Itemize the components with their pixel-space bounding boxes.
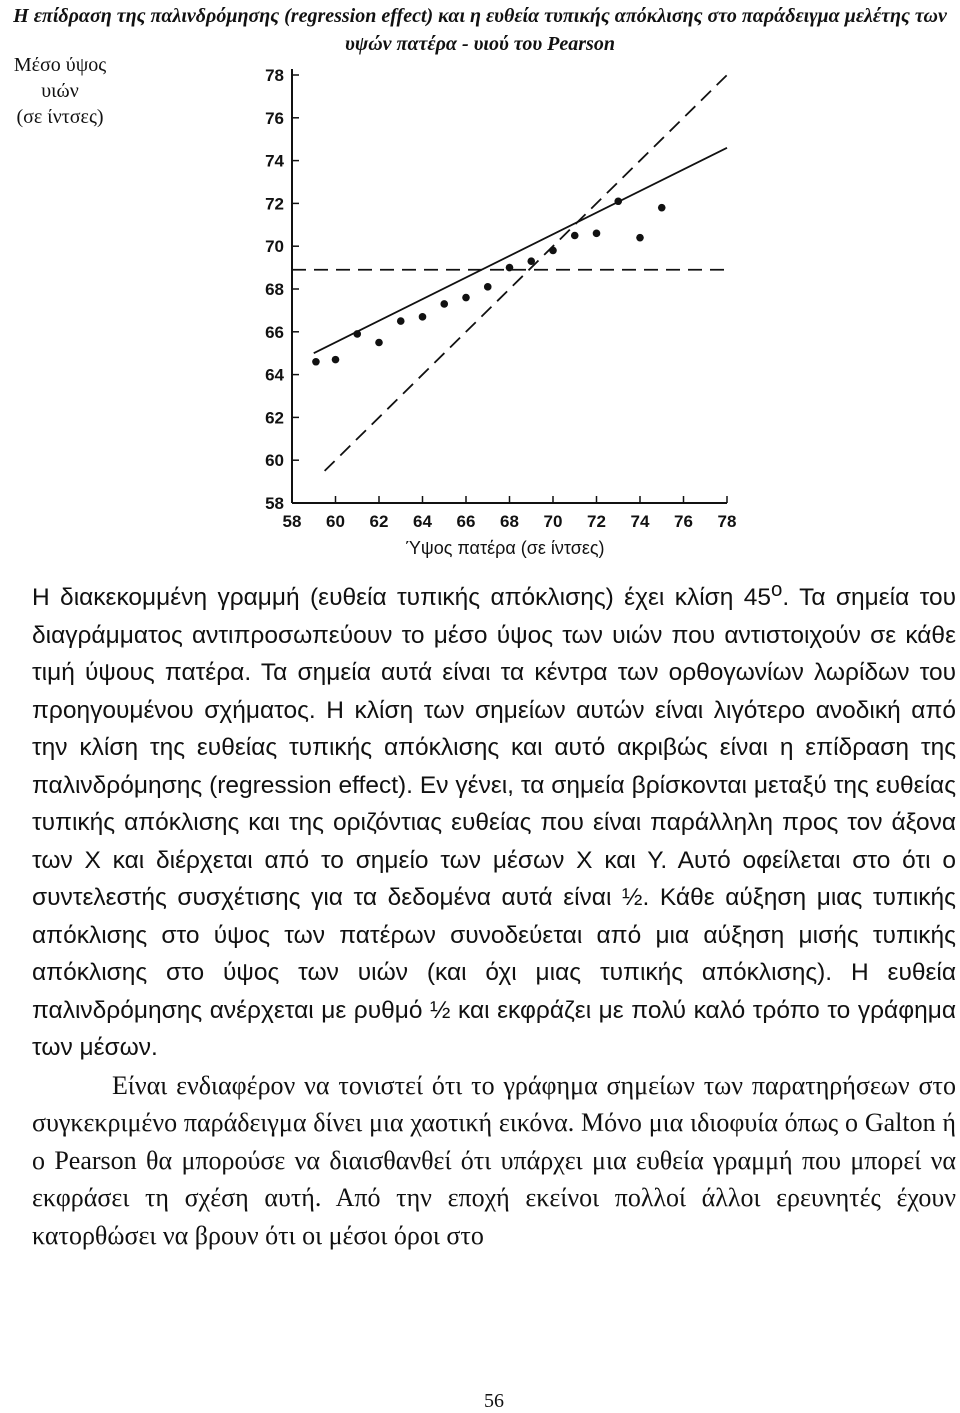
x-tick-label: 68 [500,512,519,531]
x-tick-label: 60 [326,512,345,531]
regression-line [314,148,727,353]
data-point [614,197,622,205]
x-tick-label: 76 [674,512,693,531]
data-point [353,330,361,338]
paragraph-1 [32,572,956,1067]
x-tick-label: 58 [282,512,302,531]
data-point [462,294,470,302]
x-tick-label: 64 [413,512,432,531]
y-axis-label-line: (σε ίντσες) [16,106,104,128]
paragraph-1-rest: . Τα σημεία του διαγράμματος αντιπροσωπεύουν το μέσο ύψος των υιών που αντιστοιχούν σε κάθε τιμή ύψους πατέρα. Τα σημεία αυτά είναι τα κέντρα των ορθογωνίων λωρίδων του προηγουμένου σχήματος. Η κλίση των σημείων αυτών είναι λιγότερο ανοδική από την κλίση της ευθείας τυπικής απόκλισης και αυτό ακριβώς είναι η επίδραση της παλινδρόμησης (regression effect). Εν γένει, τα σημεία βρίσκονται μεταξύ της ευθείας τυπικής απόκλισης και της οριζόντιας ευθείας που είναι παράλληλη προς τον άξονα των Χ και διέρχεται από το σημείο των μέσων Χ και Υ. Αυτό οφείλεται στο ότι ο συντελεστής συσχέτισης για τα δεδομένα αυτά είναι ½. Κάθε αύξηση μιας τυπικής απόκλισης στο ύψος των πατέρων συνοδεύεται από μια αύξηση μισής τυπικής απόκλισης στο ύψος των υιών (και όχι μιας τυπικής απόκλισης). Η ευθεία παλινδρόμησης ανέρχεται με ρυθμό ½ και εκφράζει με πολύ καλό τρόπο το γράφημα των μέσων. [32,584,956,1062]
y-tick-label: 64 [265,365,284,385]
paragraph-2: Είναι ενδιαφέρον να τονιστεί ότι το γράφημα σημείων των παρατηρήσεων στο συγκεκριμένο παράδειγμα δίνει μια χαοτική εικόνα. Μόνο μια ιδιοφυία όπως ο Galton ή ο Pearson θα μπορούσε να διαισθανθεί ότι υπάρχει μια ευθεία γραμμή που μπορεί να εκφράσει τη σχέση αυτή. Από την εποχή εκείνοι πολλοί άλλοι ερευνητές έχουν κατορθώσει να βρουν ότι οι μέσοι όροι στο [32,1070,956,1250]
data-point [312,358,320,366]
y-tick-label: 72 [265,194,284,214]
data-point [658,204,666,212]
x-tick-label: 66 [456,512,476,531]
body-text [32,572,956,1254]
data-point [332,356,340,364]
x-tick-label: 62 [369,512,389,531]
regression-chart [0,0,960,540]
x-tick-label: 72 [587,512,606,531]
page-title: Η επίδραση της παλινδρόμησης (regression effect) και η ευθεία τυπικής απόκλισης στο παράδειγμα μελέτης των υψών πατέρα - υιού του Pearson [13,5,947,55]
y-tick-label: 76 [265,108,284,128]
x-axis-label: Ύψος πατέρα (σε ίντσες) [405,538,605,558]
data-point [419,313,427,321]
data-point [527,257,535,265]
y-tick-label: 70 [265,237,284,257]
x-tick-label: 70 [543,512,563,531]
paragraph-1-start: Η διακεκομμένη γραμμή (ευθεία τυπικής απόκλισης) έχει κλίση 45 [32,584,771,612]
x-tick-label: 74 [630,512,650,531]
data-point [484,283,492,291]
y-tick-label: 58 [265,494,284,513]
data-point [593,230,601,238]
page-number: 56 [484,1390,504,1412]
data-point [549,247,557,255]
y-tick-label: 68 [265,280,284,299]
dashed-line [325,75,727,471]
data-point [636,234,644,242]
y-axis-label-line: υιών [41,80,79,102]
data-point [440,300,448,308]
y-tick-label: 60 [265,451,284,471]
degree-superscript: ο [771,579,783,601]
data-point [506,264,514,272]
y-tick-label: 66 [265,322,284,342]
data-point [397,317,405,325]
data-point [375,339,383,347]
x-tick-label: 78 [717,512,737,531]
data-point [571,232,579,240]
y-tick-label: 62 [265,408,284,428]
y-tick-label: 74 [265,151,284,171]
y-axis-label-line: Μέσο ύψος [13,54,107,76]
y-tick-label: 78 [265,66,284,85]
